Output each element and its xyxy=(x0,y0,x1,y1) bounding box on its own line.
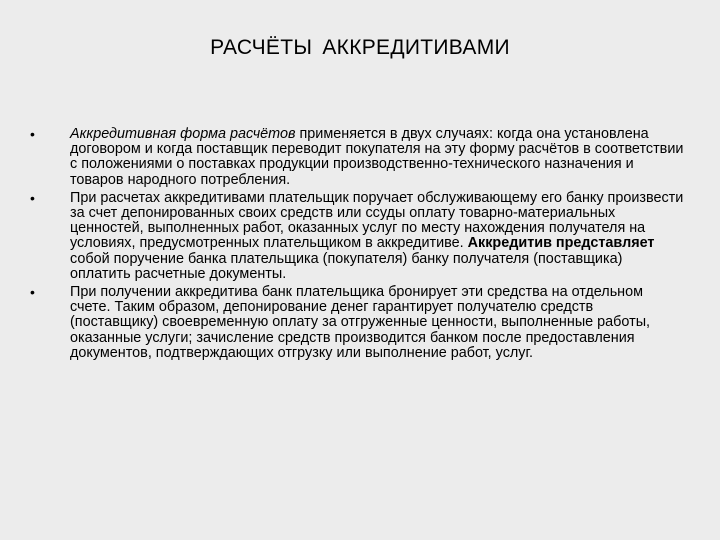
item-text: применяется в двух случаях: когда она установлена договором и когда поставщик переводит покупателя на эту форму расчётов в соответствии с положениями о поставках продукции производственно-технического назначения и товаров народного потребления. xyxy=(70,126,684,188)
item-text: При получении аккредитива банк плательщика бронирует эти средства на отдельном счете. Таким образом, депонирование денег гарантирует получателю средств (поставщику) своевременную оплату за отгруженные ценности, выполненные работы, оказанные услуги; зачисление средств производится банком после предоставления документов, подтверждающих отгрузку или выполнение работ, услуг. xyxy=(70,284,651,361)
bullet-icon: • xyxy=(30,126,35,142)
bullet-list xyxy=(30,127,685,364)
item-text: При расчетах аккредитивами плательщик поручает обслуживающему его банку произвести за счет депонированных своих средств или ссуды оплату товарно-материальных ценностей, выполненных работ, оказанных услуг по месту нахождения получателя на условиях, предусмотренных плательщиком в аккредитиве. xyxy=(70,189,684,252)
item-text-after: собой поручение банка плательщика (покупателя) банку получателя (поставщика) оплатить расчетные документы. xyxy=(70,250,623,282)
bullet-icon: • xyxy=(30,189,35,206)
item-lead-italic: Аккредитивная форма расчётов xyxy=(70,126,296,142)
list-item xyxy=(30,191,685,282)
item-bold-term: Аккредитив представляет xyxy=(467,235,655,252)
slide-title: РАСЧЁТЫ АККРЕДИТИВАМИ xyxy=(210,36,510,59)
list-item xyxy=(30,127,685,188)
bullet-icon: • xyxy=(30,284,35,301)
list-item xyxy=(30,285,685,361)
